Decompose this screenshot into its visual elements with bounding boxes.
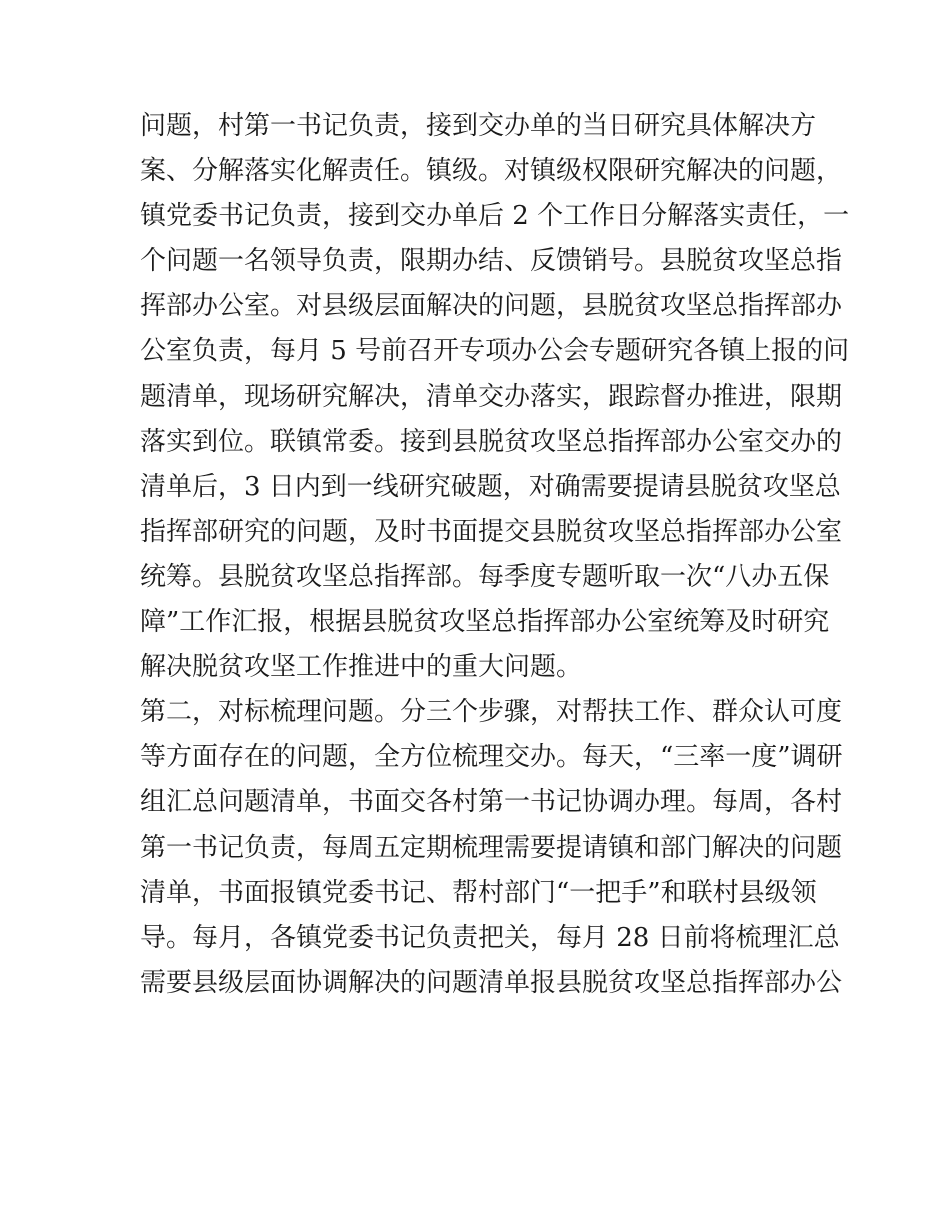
text-line: 清单，书面报镇党委书记、帮村部门“一把手”和联村县级领 [140,877,817,908]
text-line: 组汇总问题清单，书面交各村第一书记协调办理。每周，各村 [140,787,843,818]
text-line: 个问题一名领导负责，限期办结、反馈销号。县脱贫攻坚总指 [140,246,843,277]
text-line: 问题，村第一书记负责，接到交办单的当日研究具体解决方 [140,111,817,141]
text-line: 清单后，3 日内到一线研究破题，对确需要提请县脱贫攻坚总 [140,471,841,502]
text-line: 等方面存在的问题，全方位梳理交办。每天，“三率一度”调研 [140,742,843,773]
text-line: 导。每月，各镇党委书记负责把关，每月 28 日前将梳理汇总 [140,922,840,953]
text-line: 第一书记负责，每周五定期梳理需要提请镇和部门解决的问题 [140,832,843,863]
body-text [140,104,850,1006]
text-line: 指挥部研究的问题，及时书面提交县脱贫攻坚总指挥部办公室 [140,516,843,547]
text-line: 障”工作汇报，根据县脱贫攻坚总指挥部办公室统筹及时研究 [140,607,830,638]
text-line: 镇党委书记负责，接到交办单后 2 个工作日分解落实责任，一 [140,201,850,232]
text-line: 公室负责，每月 5 号前召开专项办公会专题研究各镇上报的问 [140,336,850,367]
text-line: 挥部办公室。对县级层面解决的问题，县脱贫攻坚总指挥部办 [140,291,843,322]
text-line: 落实到位。联镇常委。接到县脱贫攻坚总指挥部办公室交办的 [140,426,843,457]
text-line: 统筹。县脱贫攻坚总指挥部。每季度专题听取一次“八办五保 [140,561,830,592]
text-line: 案、分解落实化解责任。镇级。对镇级权限研究解决的问题， [140,156,843,187]
text-line: 第二，对标梳理问题。分三个步骤，对帮扶工作、群众认可度 [140,697,843,728]
text-line: 解决脱贫攻坚工作推进中的重大问题。 [140,652,583,683]
text-line: 需要县级层面协调解决的问题清单报县脱贫攻坚总指挥部办公 [140,967,843,998]
text-line: 题清单，现场研究解决，清单交办落实，跟踪督办推进，限期 [140,381,843,412]
